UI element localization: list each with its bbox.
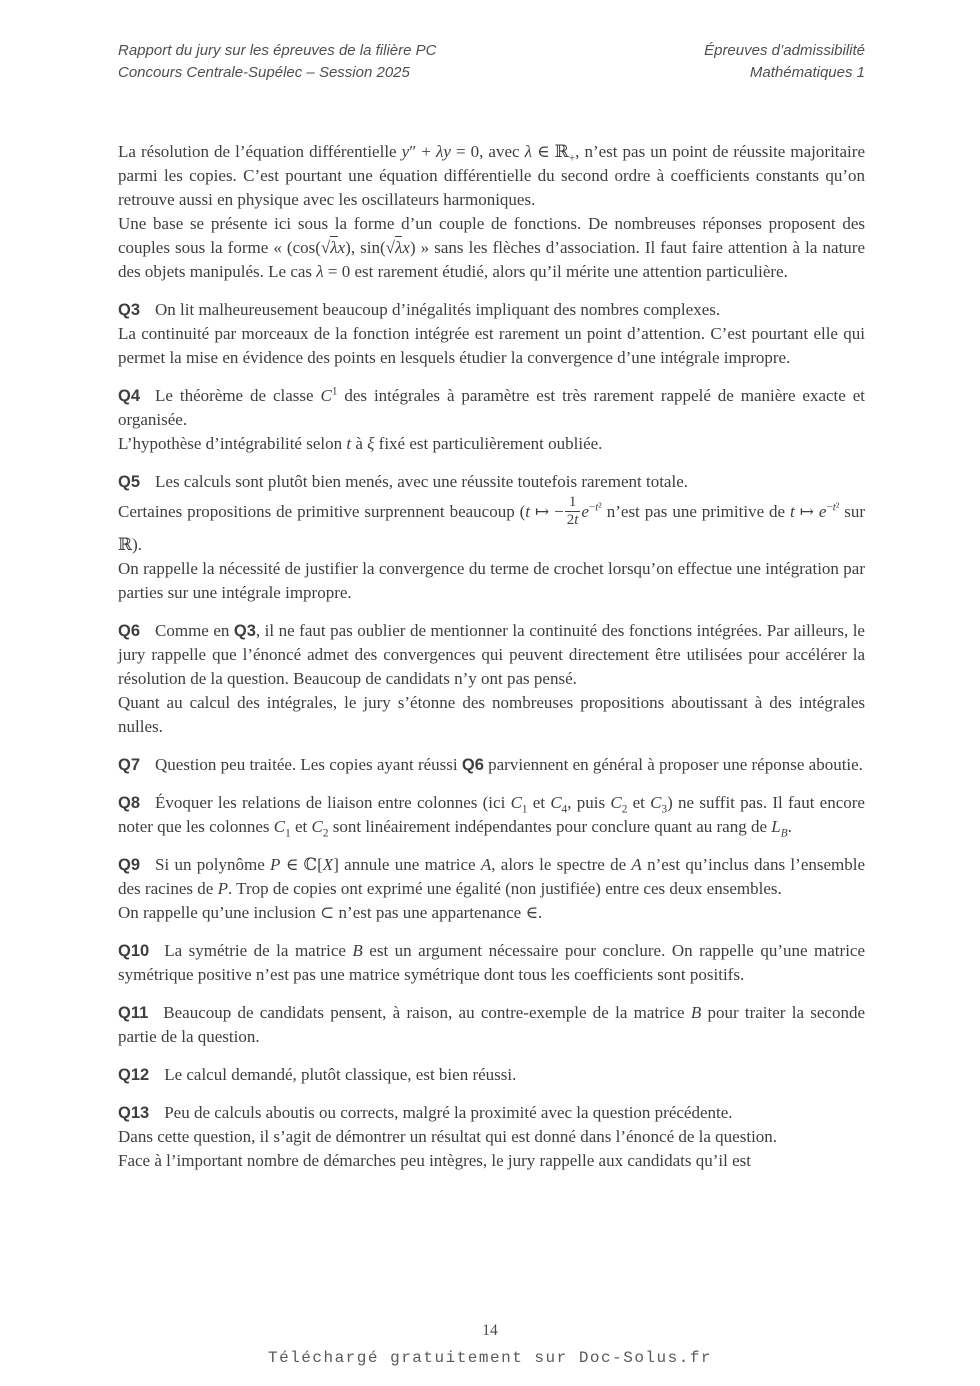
- block-text: Comme en Q3, il ne faut pas oublier de mentionner la continuité des fonctions intégrées. Par ailleurs, le jury rappelle que l’énoncé admet des convergences qui peuvent directement être utilisées pour accélérer la résolution de la question. Beaucoup de candidats n’y ont pas pensé. Quant au calcul des intégrales, le jury s’étonne des nombreuses propositions aboutissant à des intégrales nulles.: [118, 620, 865, 736]
- block-text: Si un polynôme P ∈ ℂ[X] annule une matrice A, alors le spectre de A n’est qu’inclus dans l’ensemble des racines de P. Trop de copies ont exprimé une égalité (non justifiée) entre ces deux ensembles. On rappelle qu’une inclusion ⊂ n’est pas une appartenance ∈.: [118, 854, 866, 922]
- block-text: Évoquer les relations de liaison entre colonnes (ici $C_1$ et $C_4$, puis $C_2$ et $C_3$) ne suffit pas. Il faut encore noter que les colonnes $C_1$ et $C_2$ sont linéairement indépendantes pour conclure quant au rang de $L_B$.: [118, 792, 865, 839]
- question-label: Q6: [118, 621, 141, 640]
- block-text: La symétrie de la matrice B est un argument nécessaire pour conclure. On rappelle qu’une matrice symétrique positive n’est pas une matrice symétrique dont tous les coefficients sont positifs.: [118, 940, 866, 984]
- question-label: Q5: [118, 473, 141, 491]
- question-block-q11: [118, 1001, 865, 1049]
- block-text: On lit malheureusement beaucoup d’inégalités impliquant des nombres complexes. La continuité par morceaux de la fonction intégrée est rarement un point d’attention. C’est pourtant elle qui permet la mise en évidence des points en lesquels étudier la convergence d’une intégrale impropre.: [118, 300, 865, 367]
- watermark-text: Téléchargé gratuitement sur Doc-Solus.fr: [267, 1349, 713, 1367]
- question-block-q9: [118, 853, 865, 925]
- block-text: Question peu traitée. Les copies ayant réussi Q6 parviennent en général à proposer une réponse aboutie.: [155, 754, 863, 774]
- question-block-q7: [118, 753, 865, 777]
- question-label: Q10: [118, 941, 150, 960]
- question-block-q12: [118, 1063, 865, 1087]
- block-text: Les calculs sont plutôt bien menés, avec une réussite toutefois rarement totale. Certaines propositions de primitive surprennent beaucoup (t ↦ − $\frac{1}{2t}$ $e^{-t^2}$ n’est pas une primitive de t ↦ $e^{-t^2}$ sur ℝ). On rappelle la nécessité de justifier la convergence du terme de crochet lorsqu’on effectue une intégration par parties sur une intégrale impropre.: [118, 472, 865, 602]
- question-block-q6: [118, 619, 865, 739]
- question-block-q5: [118, 470, 865, 605]
- block-text: Le théorème de classe $C^1$ des intégrales à paramètre est très rarement rappelé de manière exacte et organisée. L’hypothèse d’intégrabilité selon t à ξ fixé est particulièrement oubliée.: [118, 385, 866, 453]
- intro-paragraph: [118, 140, 865, 284]
- question-label: Q11: [118, 1003, 149, 1022]
- block-text: La résolution de l’équation différentielle y″ + λy = 0, avec λ ∈ ℝ$_+$, n’est pas un point de réussite majoritaire parmi les copies. C’est pourtant une équation différentielle du second ordre à coefficients constants qu’on retrouve aussi en physique avec les oscillateurs harmoniques. Une base se présente ici sous la forme d’un couple de fonctions. De nombreuses réponses proposent des couples sous la forme « (cos(√λx), sin(√λx) » sans les flèches d’association. Il faut faire attention à la nature des objets manipulés. Le cas λ = 0 est rarement étudié, alors qu’il mérite une attention particulière.: [118, 142, 866, 281]
- block-text: Beaucoup de candidats pensent, à raison, au contre-exemple de la matrice B pour traiter la seconde partie de la question.: [118, 1002, 865, 1046]
- question-block-q10: [118, 939, 865, 987]
- question-label: Q9: [118, 855, 141, 874]
- question-block-q4: [118, 384, 865, 456]
- block-text: Le calcul demandé, plutôt classique, est bien réussi.: [164, 1064, 517, 1084]
- question-label: Q13: [118, 1103, 150, 1122]
- page-body: [118, 140, 865, 1187]
- question-label: Q7: [118, 755, 141, 774]
- header-left: [118, 40, 437, 84]
- question-block-q8: [118, 791, 865, 839]
- header-report-title: Rapport du jury sur les épreuves de la filière PC: [118, 42, 437, 59]
- question-block-q3: [118, 298, 865, 370]
- header-session: Concours Centrale-Supélec – Session 2025: [118, 64, 410, 81]
- page-number: 14: [482, 1322, 498, 1339]
- question-label: Q8: [118, 793, 141, 812]
- question-label: Q12: [118, 1065, 150, 1084]
- question-label: Q4: [118, 387, 141, 405]
- question-block-q13: [118, 1101, 865, 1173]
- header-exam-type: Épreuves d’admissibilité: [704, 42, 865, 59]
- header-subject: Mathématiques 1: [749, 64, 865, 81]
- block-text: Peu de calculs aboutis ou corrects, malgré la proximité avec la question précédente. Dans cette question, il s’agit de démontrer un résultat qui est donné dans l’énoncé de la question. Face à l’important nombre de démarches peu intègres, le jury rappelle aux candidats qu’il est: [118, 1102, 778, 1170]
- question-label: Q3: [118, 301, 141, 319]
- page-header: [118, 40, 865, 84]
- header-right: [704, 40, 865, 84]
